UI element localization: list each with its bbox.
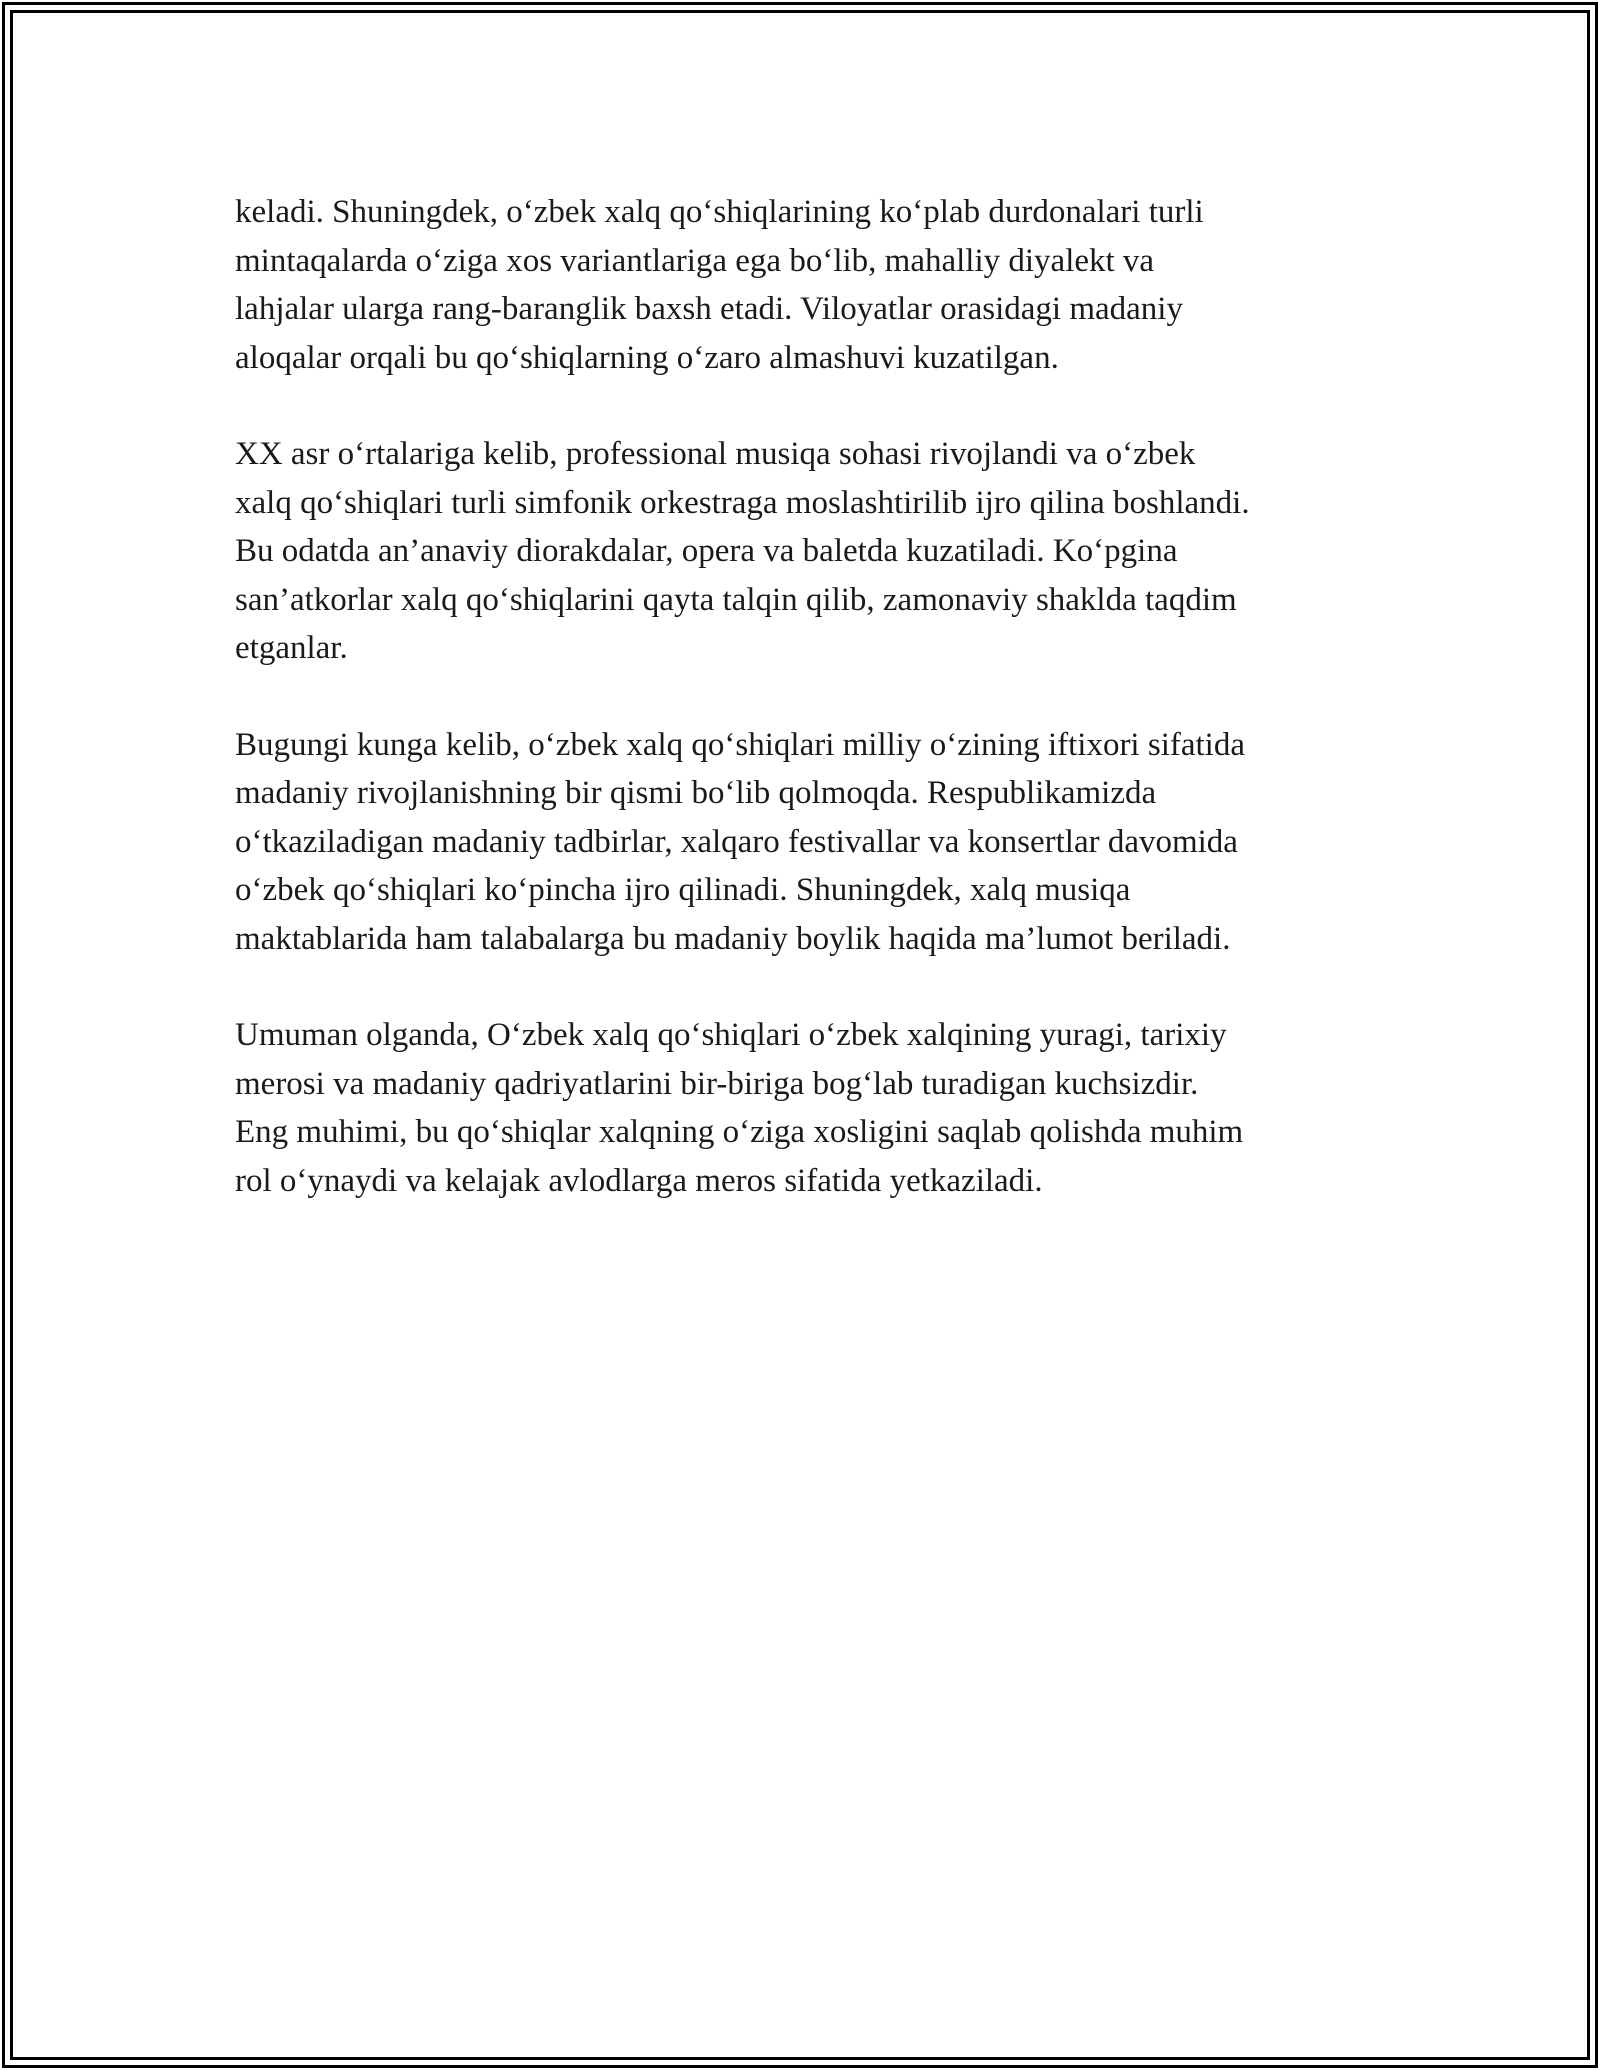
paragraph-2 xyxy=(235,430,1385,673)
text-line: o‘zbek qo‘shiqlari ko‘pincha ijro qilinadi. Shuningdek, xalq musiqa xyxy=(235,872,1131,908)
paragraph-3 xyxy=(235,721,1385,964)
text-line: o‘tkaziladigan madaniy tadbirlar, xalqaro festivallar va konsertlar davomida xyxy=(235,823,1238,860)
text-line: madaniy rivojlanishning bir qismi bo‘lib qolmoqda. Respublikamizda xyxy=(235,775,1157,811)
paragraph-1 xyxy=(235,188,1385,382)
paragraph-4 xyxy=(235,1011,1385,1205)
text-line: XX asr o‘rtalariga kelib, professional musiqa sohasi rivojlandi va o‘zbek xyxy=(235,436,1196,472)
text-line: aloqalar orqali bu qo‘shiqlarning o‘zaro almashuvi kuzatilgan. xyxy=(235,339,1059,376)
text-line: merosi va madaniy qadriyatlarini bir-biriga bog‘lab turadigan kuchsizdir. xyxy=(235,1065,1199,1102)
document-body xyxy=(235,188,1385,1253)
text-line: Bugungi kunga kelib, o‘zbek xalq qo‘shiqlari milliy o‘zining iftixori sifatida xyxy=(235,726,1245,763)
text-line: lahjalar ularga rang-baranglik baxsh etadi. Viloyatlar orasidagi madaniy xyxy=(235,291,1183,327)
text-line: Eng muhimi, bu qo‘shiqlar xalqning o‘ziga xosligini saqlab qolishda muhim xyxy=(235,1114,1244,1150)
text-line: san’atkorlar xalq qo‘shiqlarini qayta talqin qilib, zamonaviy shaklda taqdim xyxy=(235,581,1237,618)
text-line: Bu odatda an’anaviy diorakdalar, opera va baletda kuzatiladi. Ko‘pgina xyxy=(235,533,1178,569)
text-line: xalq qo‘shiqlari turli simfonik orkestraga moslashtirilib ijro qilina boshlandi. xyxy=(235,484,1250,521)
text-line: keladi. Shuningdek, o‘zbek xalq qo‘shiqlarining ko‘plab durdonalari turli xyxy=(235,194,1204,230)
text-line: mintaqalarda o‘ziga xos variantlariga ega bo‘lib, mahalliy diyalekt va xyxy=(235,242,1155,279)
text-line: maktablarida ham talabalarga bu madaniy boylik haqida ma’lumot beriladi. xyxy=(235,920,1231,957)
text-line: Umuman olganda, O‘zbek xalq qo‘shiqlari o‘zbek xalqining yuragi, tarixiy xyxy=(235,1017,1227,1053)
text-line: rol o‘ynaydi va kelajak avlodlarga meros sifatida yetkaziladi. xyxy=(235,1162,1043,1199)
text-line: etganlar. xyxy=(235,630,348,666)
